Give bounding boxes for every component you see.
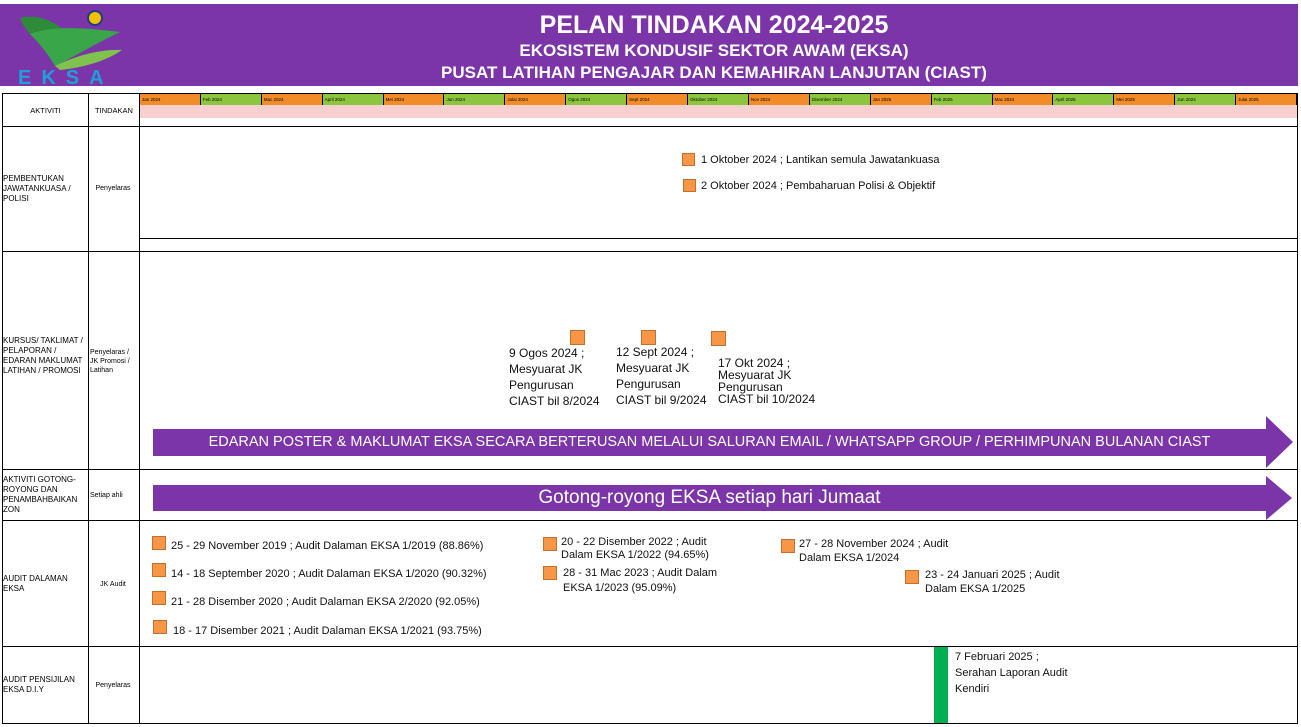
month-header: Mac 2024: [262, 94, 323, 105]
month-header: Jun 2024: [1175, 94, 1236, 105]
month-header: Mac 2024: [993, 94, 1054, 105]
audit-2020-1: 14 - 18 September 2020 ; Audit Dalaman EKSA 1/2020 (90.32%): [171, 568, 487, 580]
pensijilan-line3: Kendiri: [955, 683, 990, 695]
event-marker: [153, 620, 167, 634]
month-header: Jun 2024: [444, 94, 505, 105]
page-subtitle-1: EKOSISTEM KONDUSIF SEKTOR AWAM (EKSA): [519, 41, 909, 60]
event-ogos-line1: 9 Ogos 2024 ;: [509, 346, 585, 360]
page-subtitle-2: PUSAT LATIHAN PENGAJAR DAN KEMAHIRAN LANJUTAN (CIAST): [441, 63, 987, 82]
column-header-tindakan: TINDAKAN: [95, 106, 133, 115]
arrow-edaran-head: [1266, 416, 1293, 468]
month-header: Jan 2025: [871, 94, 932, 105]
audit-2024-line1: 27 - 28 November 2024 ; Audit: [799, 538, 949, 550]
event-okt-line3: Pengurusan: [718, 380, 783, 394]
timeline-days-strip: [140, 105, 1297, 118]
event-okt-line1: 17 Okt 2024 ;: [718, 356, 791, 370]
month-header: Disember 2024: [810, 94, 871, 105]
event-ogos-line2: Mesyuarat JK: [509, 362, 583, 376]
event-marker: [711, 331, 726, 346]
audit-2023-line2: EKSA 1/2023 (95.09%): [563, 582, 677, 594]
tindakan-audit-dalaman: JK Audit: [100, 581, 126, 588]
column-header-aktiviti: AKTIVITI: [30, 106, 61, 115]
activity-audit-dalaman: AUDIT DALAMAN EKSA: [3, 574, 68, 593]
green-milestone-bar: [934, 647, 948, 723]
tindakan-audit-pensijilan: Penyelaras: [95, 682, 131, 689]
tindakan-pembentukan: Penyelaras: [95, 185, 131, 192]
pensijilan-line1: 7 Februari 2025 ;: [955, 651, 1039, 663]
audit-2022-line2: Dalam EKSA 1/2022 (94.65%): [561, 549, 709, 561]
audit-2025-line2: Dalam EKSA 1/2025: [925, 583, 1026, 595]
month-header: Ogos 2024: [566, 94, 627, 105]
pensijilan-line2: Serahan Laporan Audit: [955, 667, 1068, 679]
month-header: Mei 2025: [1114, 94, 1175, 105]
audit-2025-line1: 23 - 24 Januari 2025 ; Audit: [925, 569, 1060, 581]
activity-pembentukan: PEMBENTUKAN JAWATANKUASA / POLISI: [3, 174, 71, 203]
tindakan-kursus: Penyelaras / JK Promosi / Latihan: [90, 349, 130, 374]
month-header: Nov 2024: [749, 94, 810, 105]
event-ogos-line4: CIAST bil 8/2024: [509, 394, 600, 408]
activity-kursus: KURSUS/ TAKLIMAT / PELAPORAN / EDARAN MAKLUMAT LATIHAN / PROMOSI: [3, 336, 83, 375]
logo-text: EKSA: [18, 67, 114, 86]
audit-2022-line1: 20 - 22 Disember 2022 ; Audit: [561, 536, 707, 548]
event-lantikan: 1 Oktober 2024 ; Lantikan semula Jawatankuasa: [701, 154, 940, 166]
page-title: PELAN TINDAKAN 2024-2025: [539, 11, 889, 39]
tindakan-gotong-royong: Setiap ahli: [90, 492, 123, 499]
event-marker: [683, 179, 696, 192]
event-okt-line2: Mesyuarat JK: [718, 368, 792, 382]
audit-2023-line1: 28 - 31 Mac 2023 ; Audit Dalam: [563, 567, 718, 579]
month-header: April 2024: [323, 94, 384, 105]
month-header: Feb 2025: [932, 94, 993, 105]
month-header: Sept 2024: [627, 94, 688, 105]
audit-2020-2: 21 - 28 Disember 2020 ; Audit Dalaman EKSA 2/2020 (92.05%): [171, 596, 480, 608]
event-marker: [152, 563, 166, 577]
event-marker: [543, 566, 557, 580]
audit-2021: 18 - 17 Disember 2021 ; Audit Dalaman EKSA 1/2021 (93.75%): [173, 625, 482, 637]
month-header: Julai 2025: [1236, 94, 1297, 105]
month-header: Jan 2024: [140, 94, 201, 105]
month-header: Oktober 2024: [688, 94, 749, 105]
audit-2019: 25 - 29 November 2019 ; Audit Dalaman EKSA 1/2019 (88.86%): [171, 540, 484, 552]
activity-audit-pensijilan: AUDIT PENSIJILAN EKSA D.I.Y: [3, 675, 75, 694]
event-sept-line4: CIAST bil 9/2024: [616, 393, 707, 407]
month-header: Feb 2024: [201, 94, 262, 105]
event-okt-line4: CIAST bil 10/2024: [718, 392, 816, 406]
audit-2024-line2: Dalam EKSA 1/2024: [799, 552, 900, 564]
event-ogos-line3: Pengurusan: [509, 378, 574, 392]
month-header: Mei 2024: [384, 94, 445, 105]
event-marker: [682, 153, 695, 166]
event-sept-line1: 12 Sept 2024 ;: [616, 345, 695, 359]
month-header: Julai 2024: [505, 94, 566, 105]
month-header: April 2025: [1053, 94, 1114, 105]
event-marker: [543, 537, 557, 551]
arrow-edaran: EDARAN POSTER & MAKLUMAT EKSA SECARA BERTERUSAN MELALUI SALURAN EMAIL / WHATSAPP GROUP / PERHIMPUNAN BULANAN CIAST: [153, 429, 1266, 456]
event-polisi: 2 Oktober 2024 ; Pembaharuan Polisi & Objektif: [701, 180, 936, 192]
event-sept-line3: Pengurusan: [616, 377, 681, 391]
event-marker: [781, 539, 795, 553]
event-marker: [905, 570, 919, 584]
arrow-gotong-royong: Gotong-royong EKSA setiap hari Jumaat: [153, 485, 1266, 511]
event-marker: [641, 330, 656, 345]
arrow-gotong-royong-head: [1266, 476, 1292, 520]
event-marker: [152, 591, 166, 605]
event-marker: [570, 330, 585, 345]
event-sept-line2: Mesyuarat JK: [616, 361, 690, 375]
event-marker: [152, 536, 166, 550]
activity-gotong-royong: AKTIVITI GOTONG-ROYONG DAN PENAMBAHBAIKAN ZON: [3, 475, 78, 514]
